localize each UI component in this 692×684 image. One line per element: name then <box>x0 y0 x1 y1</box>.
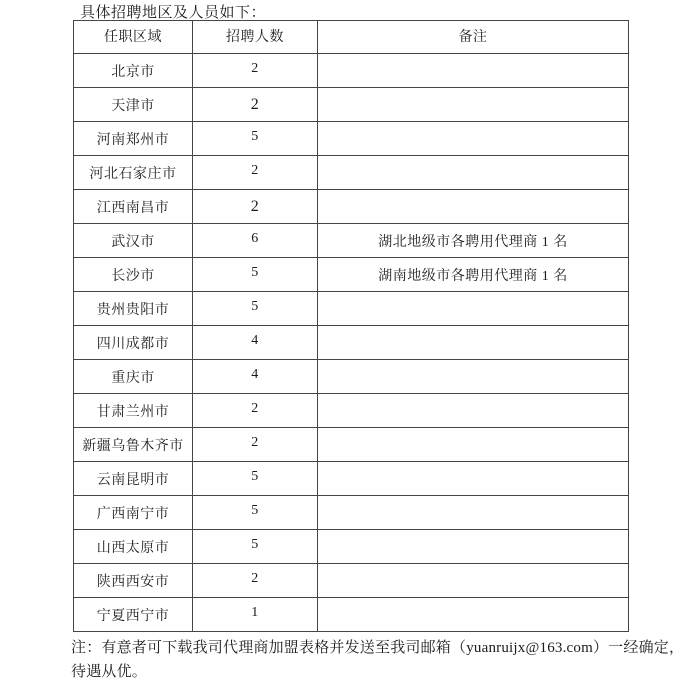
count-cell: 5 <box>193 292 318 326</box>
region-cell: 云南昆明市 <box>74 462 193 496</box>
table-row <box>74 462 629 496</box>
table-row <box>74 54 629 88</box>
remark-cell <box>318 530 629 564</box>
remark-cell <box>318 122 629 156</box>
table-row <box>74 190 629 224</box>
remark-cell <box>318 394 629 428</box>
col-header-remark: 备注 <box>318 21 629 54</box>
table-row <box>74 258 629 292</box>
count-cell: 2 <box>193 564 318 598</box>
table-row <box>74 122 629 156</box>
count-cell: 2 <box>193 190 318 224</box>
remark-cell <box>318 156 629 190</box>
table-row <box>74 428 629 462</box>
remark-cell <box>318 190 629 224</box>
region-cell: 江西南昌市 <box>74 190 193 224</box>
region-cell: 长沙市 <box>74 258 193 292</box>
remark-cell <box>318 564 629 598</box>
count-cell: 5 <box>193 122 318 156</box>
footnote <box>71 636 685 684</box>
remark-cell <box>318 428 629 462</box>
region-cell: 贵州贵阳市 <box>74 292 193 326</box>
region-cell: 河南郑州市 <box>74 122 193 156</box>
remark-cell <box>318 292 629 326</box>
region-cell: 新疆乌鲁木齐市 <box>74 428 193 462</box>
count-cell: 2 <box>193 88 318 122</box>
table-row <box>74 564 629 598</box>
count-cell: 5 <box>193 496 318 530</box>
remark-cell <box>318 88 629 122</box>
footnote-line: 注：有意者可下载我司代理商加盟表格并发送至我司邮箱（yuanruijx@163.com）一经确定， <box>71 640 685 656</box>
region-cell: 甘肃兰州市 <box>74 394 193 428</box>
table-row <box>74 360 629 394</box>
region-cell: 四川成都市 <box>74 326 193 360</box>
count-cell: 1 <box>193 598 318 632</box>
table-row <box>74 292 629 326</box>
table-row <box>74 530 629 564</box>
count-cell: 2 <box>193 54 318 88</box>
remark-cell <box>318 360 629 394</box>
table-row <box>74 88 629 122</box>
region-cell: 天津市 <box>74 88 193 122</box>
recruitment-table <box>73 20 629 632</box>
remark-cell: 湖南地级市各聘用代理商 1 名 <box>318 258 629 292</box>
region-cell: 陕西西安市 <box>74 564 193 598</box>
table-row <box>74 598 629 632</box>
table-row <box>74 156 629 190</box>
remark-cell <box>318 54 629 88</box>
footnote-line: 待遇从优。 <box>71 664 148 680</box>
remark-cell <box>318 598 629 632</box>
table-row <box>74 394 629 428</box>
count-cell: 2 <box>193 394 318 428</box>
region-cell: 宁夏西宁市 <box>74 598 193 632</box>
page-title: 具体招聘地区及人员如下： <box>80 5 267 21</box>
count-cell: 2 <box>193 428 318 462</box>
region-cell: 重庆市 <box>74 360 193 394</box>
region-cell: 广西南宁市 <box>74 496 193 530</box>
table-row <box>74 326 629 360</box>
count-cell: 6 <box>193 224 318 258</box>
table-header-row <box>74 21 629 54</box>
region-cell: 北京市 <box>74 54 193 88</box>
col-header-region: 任职区域 <box>74 21 193 54</box>
count-cell: 5 <box>193 530 318 564</box>
count-cell: 5 <box>193 258 318 292</box>
count-cell: 2 <box>193 156 318 190</box>
remark-cell <box>318 496 629 530</box>
region-cell: 山西太原市 <box>74 530 193 564</box>
count-cell: 4 <box>193 360 318 394</box>
count-cell: 5 <box>193 462 318 496</box>
remark-cell: 湖北地级市各聘用代理商 1 名 <box>318 224 629 258</box>
count-cell: 4 <box>193 326 318 360</box>
remark-cell <box>318 462 629 496</box>
remark-cell <box>318 326 629 360</box>
region-cell: 武汉市 <box>74 224 193 258</box>
table-row <box>74 496 629 530</box>
region-cell: 河北石家庄市 <box>74 156 193 190</box>
table-row <box>74 224 629 258</box>
col-header-count: 招聘人数 <box>193 21 318 54</box>
